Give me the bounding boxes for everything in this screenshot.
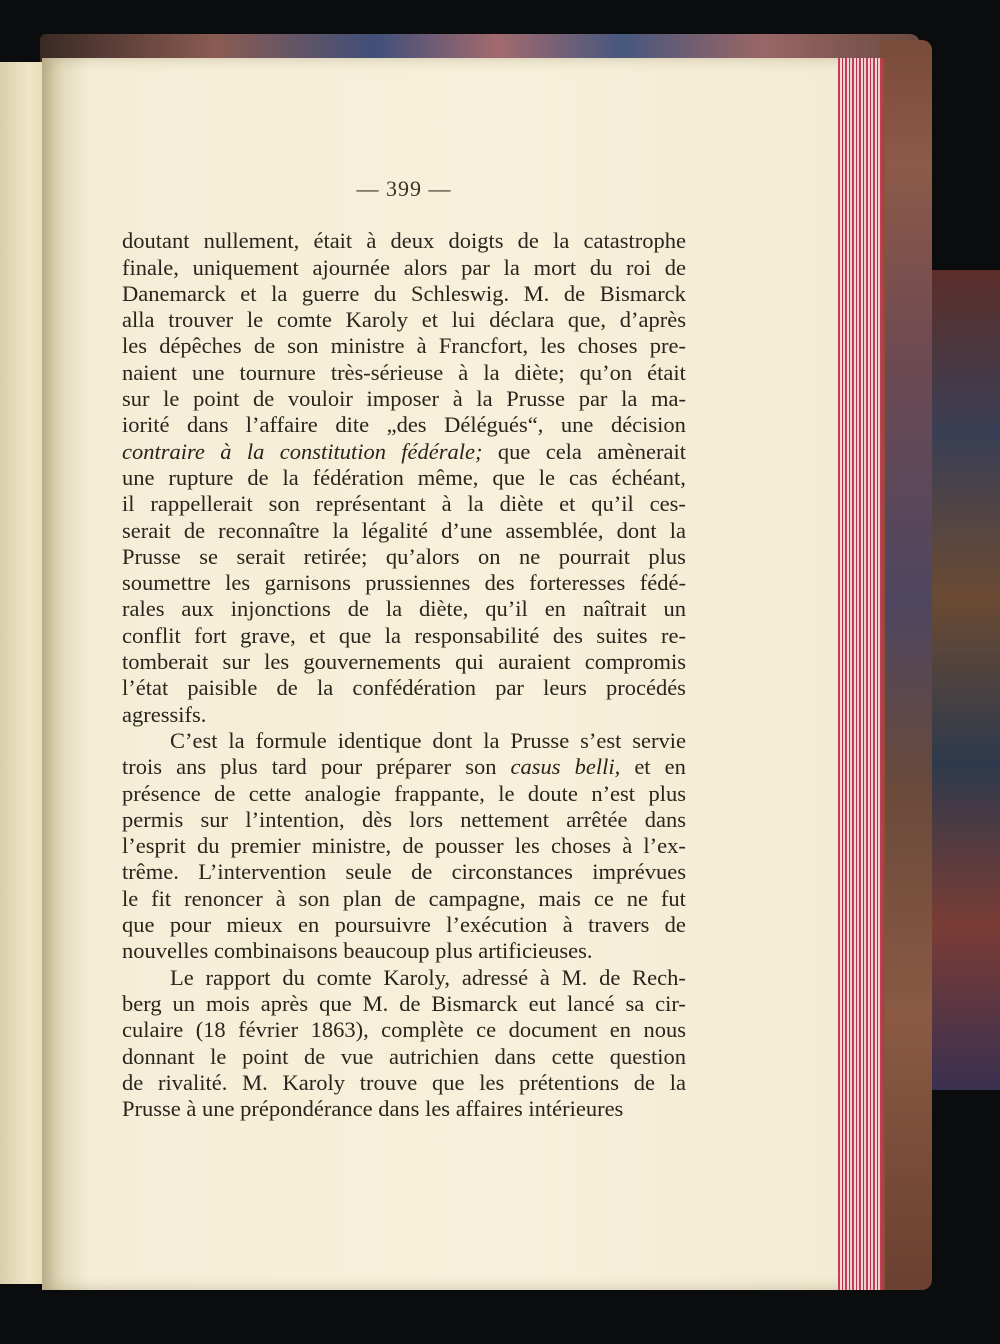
text-line: contraire à la constitution fédérale; que cela amènerait	[122, 438, 686, 464]
text-line: Danemarck et la guerre du Schleswig. M. de Bismarck	[122, 280, 686, 306]
text-line: présence de cette analogie frappante, le doute n’est plus	[122, 780, 686, 806]
book-cover-spine-edge	[880, 40, 932, 1290]
text-line: permis sur l’intention, dès lors nettement arrêtée dans	[122, 806, 686, 832]
marbled-board	[930, 270, 1000, 1090]
text-line: alla trouver le comte Karoly et lui déclara que, d’après	[122, 307, 686, 333]
text-line: agressifs.	[122, 701, 207, 727]
text-line: sur le point de vouloir imposer à la Prusse par la ma-	[122, 386, 686, 412]
text-line: l’état paisible de la confédération par leurs procédés	[122, 675, 686, 701]
text-line: que pour mieux en poursuivre l’exécution à travers de	[122, 912, 686, 938]
page-number: — 399 —	[356, 176, 452, 201]
text-line: le fit renoncer à son plan de campagne, mais ce ne fut	[122, 885, 686, 911]
text-line: l’esprit du premier ministre, de pousser les choses à l’ex-	[122, 833, 686, 859]
text-line: serait de reconnaître la légalité d’une assemblée, dont la	[122, 517, 686, 543]
text-line: donnant le point de vue autrichien dans cette question	[122, 1043, 686, 1069]
text-line: Prusse à une prépondérance dans les affaires intérieures	[122, 1096, 624, 1122]
text-line: de rivalité. M. Karoly trouve que les prétentions de la	[122, 1069, 686, 1095]
page-edges-red	[838, 58, 885, 1290]
text-line: soumettre les garnisons prussiennes des forteresses fédé-	[122, 570, 686, 596]
page-text-block	[122, 176, 686, 1122]
text-line: une rupture de la fédération même, que le cas échéant,	[122, 464, 686, 490]
text-line: berg un mois après que M. de Bismarck eut lancé sa cir-	[122, 990, 686, 1016]
text-line: tomberait sur les gouvernements qui auraient compromis	[122, 649, 686, 675]
text-line: Prusse se serait retirée; qu’alors on ne pourrait plus	[122, 543, 686, 569]
text-line: iorité dans l’affaire dite „des Délégués“, une décision	[122, 412, 686, 438]
text-line: finale, uniquement ajournée alors par la mort du roi de	[122, 254, 686, 280]
text-line: les dépêches de son ministre à Francfort, les choses pre-	[122, 333, 686, 359]
text-line: trois ans plus tard pour préparer son casus belli, et en	[122, 754, 686, 780]
text-line: nouvelles combinaisons beaucoup plus artificieuses.	[122, 938, 593, 964]
text-line: doutant nullement, était à deux doigts de la catastrophe	[122, 228, 686, 254]
text-line: trême. L’intervention seule de circonstances imprévues	[122, 859, 686, 885]
text-line: il rappellerait son représentant à la diète et qu’il ces-	[122, 491, 686, 517]
text-line: C’est la formule identique dont la Prusse s’est servie	[170, 727, 686, 753]
paragraphs	[122, 228, 686, 1122]
facing-page-edge	[0, 62, 48, 1284]
text-line: Le rapport du comte Karoly, adressé à M. de Rech-	[170, 964, 686, 990]
text-line: conflit fort grave, et que la responsabilité des suites re-	[122, 622, 686, 648]
text-line: rales aux injonctions de la diète, qu’il en naîtrait un	[122, 596, 686, 622]
text-line: culaire (18 février 1863), complète ce document en nous	[122, 1017, 686, 1043]
text-line: naient une tournure très-sérieuse à la diète; qu’on était	[122, 359, 686, 385]
